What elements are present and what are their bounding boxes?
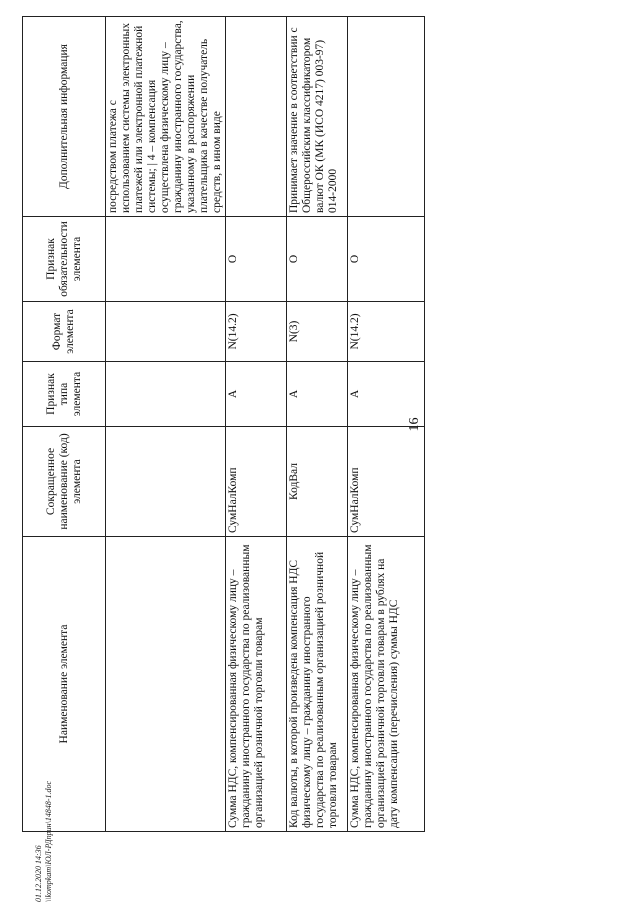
rotated-page bbox=[22, 17, 482, 832]
header-name: Наименование элемента bbox=[23, 537, 106, 832]
cell-format bbox=[106, 302, 226, 362]
cell-info: Принимает значение в соответствии с Общероссийским классификатором валют ОК (МК (ИСО 4217) 003-97) 014-2000 bbox=[287, 17, 348, 217]
cell-required bbox=[106, 217, 226, 302]
document-footer bbox=[34, 781, 54, 902]
cell-type bbox=[106, 362, 226, 427]
cell-code bbox=[106, 427, 226, 537]
cell-format: N(14.2) bbox=[348, 302, 425, 362]
cell-name: Код валюты, в которой произведена компенсация НДС физическому лицу – гражданину иностранного государства по реализованным организацией розничной торговли товарам bbox=[287, 537, 348, 832]
cell-code: СумНалКомп bbox=[226, 427, 287, 537]
footer-path: \\kompkam\ЮЛ-РДприн\14848-1.doc bbox=[44, 780, 53, 902]
cell-type: А bbox=[287, 362, 348, 427]
header-info: Дополнительная информация bbox=[23, 17, 106, 217]
table-row bbox=[106, 17, 226, 832]
cell-format: N(14.2) bbox=[226, 302, 287, 362]
cell-code: КодВал bbox=[287, 427, 348, 537]
cell-required: О bbox=[287, 217, 348, 302]
cell-code: СумНалКомп bbox=[348, 427, 425, 537]
elements-table bbox=[22, 16, 425, 832]
cell-info bbox=[226, 17, 287, 217]
header-required: Признак обязательности элемента bbox=[23, 217, 106, 302]
cell-required: О bbox=[226, 217, 287, 302]
footer-date: 01.12.2020 14:36 bbox=[34, 845, 43, 902]
cell-format: N(3) bbox=[287, 302, 348, 362]
cell-name bbox=[106, 537, 226, 832]
table-row bbox=[287, 17, 348, 832]
cell-name: Сумма НДС, компенсированная физическому лицу – гражданину иностранного государства по реализованным организацией розничной торговли товарам bbox=[226, 537, 287, 832]
header-format: Формат элемента bbox=[23, 302, 106, 362]
table-row bbox=[226, 17, 287, 832]
cell-required: О bbox=[348, 217, 425, 302]
cell-name: Сумма НДС, компенсированная физическому лицу – гражданину иностранного государства по реализованным организацией розничной торговли товарам в рублях на дату компенсации (перечисления) суммы НДС bbox=[348, 537, 425, 832]
page-number: 16 bbox=[407, 417, 422, 432]
header-type: Признак типа элемента bbox=[23, 362, 106, 427]
header-code: Сокращенное наименование (код) элемента bbox=[23, 427, 106, 537]
cell-info: посредством платежа с использованием системы электронных платежей или электронной платежной системы; | 4 – компенсация осуществлена физическому лицу – гражданину иностранного государства, указанному в распоряжении плательщика в качестве получатель средств, в ином виде bbox=[106, 17, 226, 217]
cell-type: А bbox=[226, 362, 287, 427]
cell-type: А bbox=[348, 362, 425, 427]
table-header-row bbox=[23, 17, 106, 832]
